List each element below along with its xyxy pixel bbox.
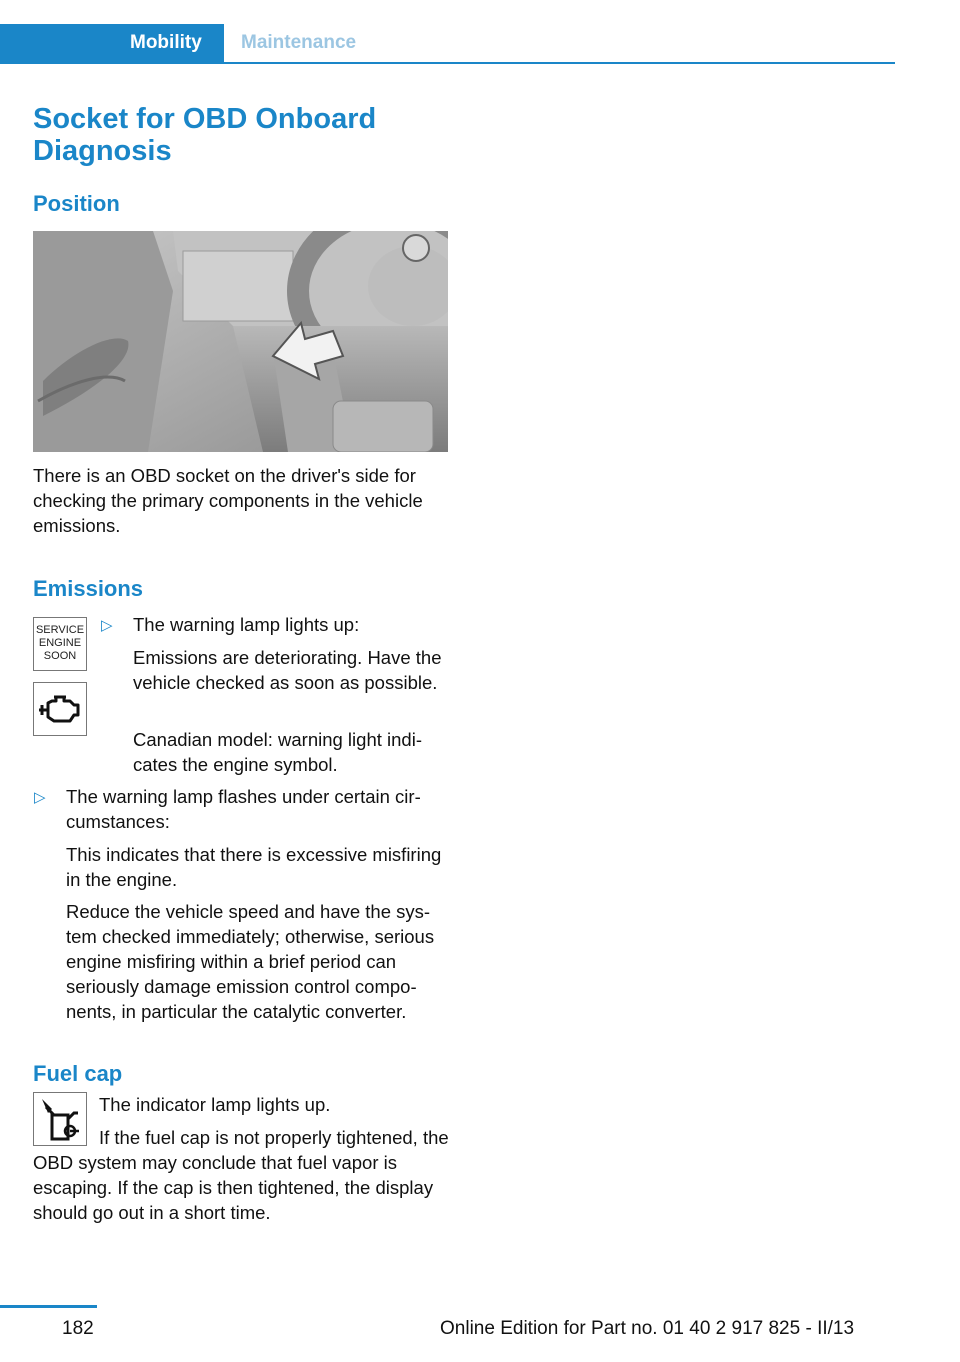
emissions-heading: Emissions <box>33 576 144 601</box>
service-engine-soon-icon <box>33 617 87 671</box>
tab-maintenance[interactable]: Maintenance <box>241 32 357 53</box>
bullet-triangle-icon: ▷ <box>101 617 113 634</box>
emissions-item-1-line-1: Emissions are deteriorating. Have the vehicle checked as soon as possible. <box>133 647 442 693</box>
edition-text: Online Edition for Part no. 01 40 2 917 825 - II/13 <box>440 1318 855 1339</box>
obd-photo-illustration <box>33 231 448 452</box>
service-engine-soon-label: SERVICE ENGINE SOON <box>35 624 85 662</box>
position-description: There is an OBD socket on the driver's side for checking the primary components in the vehicle emissions. <box>33 465 423 536</box>
check-engine-icon <box>33 682 87 736</box>
emissions-item-1-line-2: Canadian model: warning light indicates the engine symbol. <box>133 729 422 775</box>
emissions-item-2-line-2: Reduce the vehicle speed and have the system checked immediately; otherwise, serious engine misfiring within a brief period can seriously damage emission control components, in particular the catalytic converter. <box>66 901 435 1022</box>
check-engine-glyph <box>34 683 86 735</box>
page-number: 182 <box>62 1318 94 1339</box>
tab-mobility[interactable]: Mobility <box>0 24 224 62</box>
fuel-cap-heading: Fuel cap <box>33 1061 123 1086</box>
header-tabbar <box>0 24 895 64</box>
obd-location-photo <box>33 231 448 452</box>
fuel-cap-line-1: The indicator lamp lights up. <box>99 1094 331 1115</box>
position-heading: Position <box>33 191 120 216</box>
page-title: Socket for OBD Onboard Diagnosis <box>33 103 377 167</box>
bullet-triangle-icon: ▷ <box>34 789 46 806</box>
emissions-item-1-title: The warning lamp lights up: <box>133 614 360 635</box>
fuel-cap-line-2: If the fuel cap is not properly tightened, the OBD system may conclude that fuel vapor is escaping. If the cap is then tightened, the display should go out in a short time. <box>33 1127 449 1223</box>
emissions-item-2-line-1: This indicates that there is excessive misfiring in the engine. <box>66 844 442 890</box>
emissions-item-2-title: The warning lamp flashes under certain circumstances: <box>66 786 421 832</box>
footer-accent-line <box>0 1305 97 1308</box>
